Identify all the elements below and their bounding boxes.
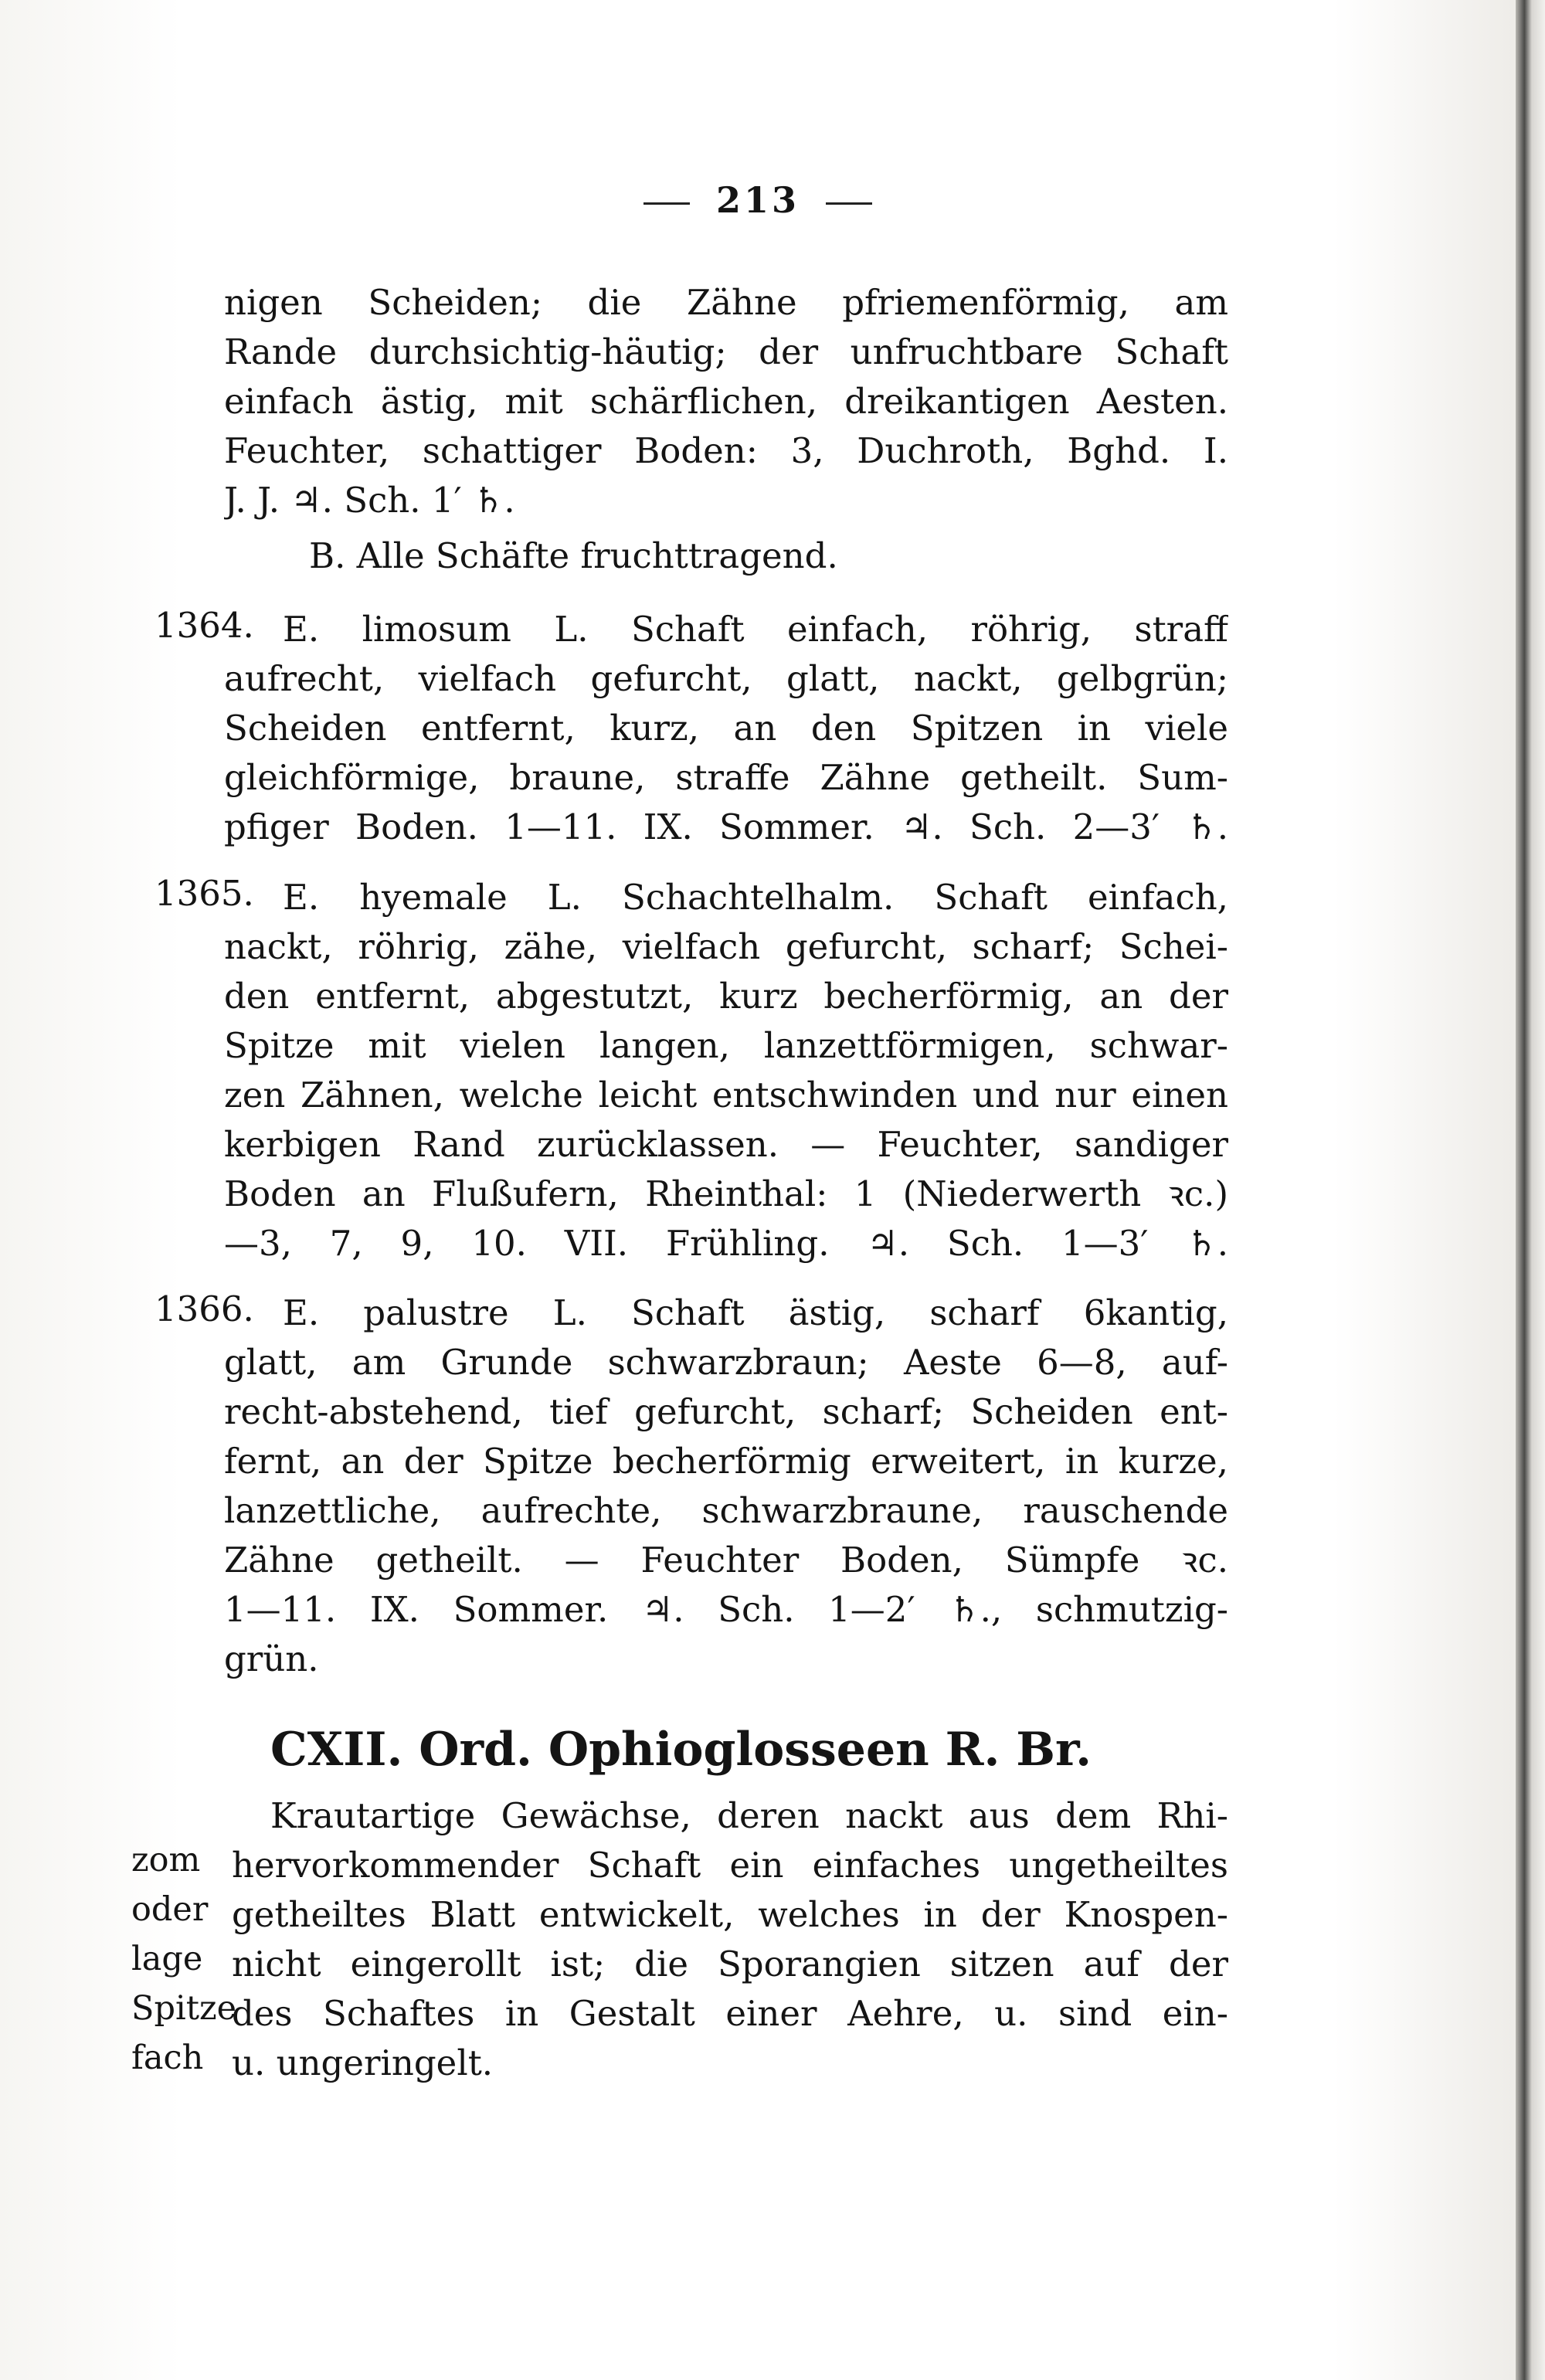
entry-first-line-wrap xyxy=(283,1288,1228,1338)
text-line: Zähne getheilt. — Feuchter Boden, Sümpfe ꝛc. xyxy=(224,1540,1228,1580)
text-line: 1—11. IX. Sommer. ♃. Sch. 1—2′ ♄., schmutzig- xyxy=(224,1589,1228,1630)
header-dash-left xyxy=(643,202,690,205)
text-line: pfiger Boden. 1—11. IX. Sommer. ♃. Sch. 2—3′ ♄. xyxy=(224,806,1228,847)
order-description-first xyxy=(270,1791,1228,1841)
text-line: Spitze mit vielen langen, lanzettförmigen, schwar- xyxy=(224,1025,1228,1066)
text-line: lanzettliche, aufrechte, schwarzbraune, rauschende xyxy=(224,1490,1228,1531)
text-line: recht-abstehend, tief gefurcht, scharf; Scheiden ent- xyxy=(224,1391,1228,1432)
order-description xyxy=(232,1841,1228,2088)
text-line: Boden an Flußufern, Rheinthal: 1 (Niederwerth ꝛc.) xyxy=(224,1173,1228,1214)
entry-first-line-wrap xyxy=(283,605,1228,654)
text-line: Scheiden entfernt, kurz, an den Spitzen in viele xyxy=(224,708,1228,749)
entry-number: 1364. xyxy=(154,605,254,646)
book-spine-edge xyxy=(1516,0,1545,2380)
text-line: gleichförmige, braune, straffe Zähne getheilt. Sum- xyxy=(224,757,1228,798)
text-line: u. ungeringelt. xyxy=(232,2042,494,2083)
entry-number: 1366. xyxy=(154,1288,254,1329)
text-line: nicht eingerollt ist; die Sporangien sitzen auf der xyxy=(232,1944,1228,1984)
text-line: grün. xyxy=(224,1638,319,1679)
text-line: zen Zähnen, welche leicht entschwinden und nur einen xyxy=(224,1075,1228,1115)
margin-word: Spitze xyxy=(131,1989,237,2028)
page-number: 213 xyxy=(715,179,800,221)
entry-first-line-wrap xyxy=(283,873,1228,922)
text-line: glatt, am Grunde schwarzbraun; Aeste 6—8, auf- xyxy=(224,1342,1228,1383)
text-line: hervorkommender Schaft ein einfaches ungetheiltes xyxy=(232,1845,1228,1886)
text-line: aufrecht, vielfach gefurcht, glatt, nackt, gelbgrün; xyxy=(224,658,1228,699)
subheading: B. Alle Schäfte fruchttragend. xyxy=(309,535,838,576)
text-line: J. J. ♃. Sch. 1′ ♄. xyxy=(224,480,515,521)
entry-body xyxy=(224,1338,1228,1684)
text-line: des Schaftes in Gestalt einer Aehre, u. sind ein- xyxy=(232,1993,1228,2034)
text-line: —3, 7, 9, 10. VII. Frühling. ♃. Sch. 1—3′ ♄. xyxy=(224,1223,1228,1264)
text-line: E. palustre L. Schaft ästig, scharf 6kantig, xyxy=(283,1292,1228,1333)
page-header xyxy=(0,179,1516,221)
header-dash-right xyxy=(826,202,872,205)
text-line: E. hyemale L. Schachtelhalm. Schaft einfach, xyxy=(283,877,1228,918)
text-line: Rande durchsichtig-häutig; der unfruchtbare Schaft xyxy=(224,331,1228,372)
margin-word: zom xyxy=(131,1841,201,1879)
continuation-paragraph xyxy=(224,278,1228,525)
text-line: den entfernt, abgestutzt, kurz becherförmig, an der xyxy=(224,976,1228,1017)
entry-number: 1365. xyxy=(154,873,254,914)
text-line: E. limosum L. Schaft einfach, röhrig, straff xyxy=(283,609,1228,650)
entry-body xyxy=(224,654,1228,852)
margin-word: fach xyxy=(131,2039,204,2077)
text-line: nigen Scheiden; die Zähne pfriemenförmig, am xyxy=(224,282,1228,323)
order-title: CXII. Ord. Ophioglosseen R. Br. xyxy=(270,1723,1092,1777)
text-line: nackt, röhrig, zähe, vielfach gefurcht, scharf; Schei- xyxy=(224,926,1228,967)
text-line: getheiltes Blatt entwickelt, welches in der Knospen- xyxy=(232,1894,1228,1935)
text-line: Krautartige Gewächse, deren nackt aus dem Rhi- xyxy=(270,1795,1228,1836)
text-line: einfach ästig, mit schärflichen, dreikantigen Aesten. xyxy=(224,381,1228,422)
text-line: fernt, an der Spitze becherförmig erweitert, in kurze, xyxy=(224,1441,1228,1482)
text-line: kerbigen Rand zurücklassen. — Feuchter, sandiger xyxy=(224,1124,1228,1165)
text-line: Feuchter, schattiger Boden: 3, Duchroth, Bghd. I. xyxy=(224,430,1228,471)
entry-body xyxy=(224,922,1228,1268)
margin-word: oder xyxy=(131,1890,209,1929)
margin-word: lage xyxy=(131,1940,203,1978)
